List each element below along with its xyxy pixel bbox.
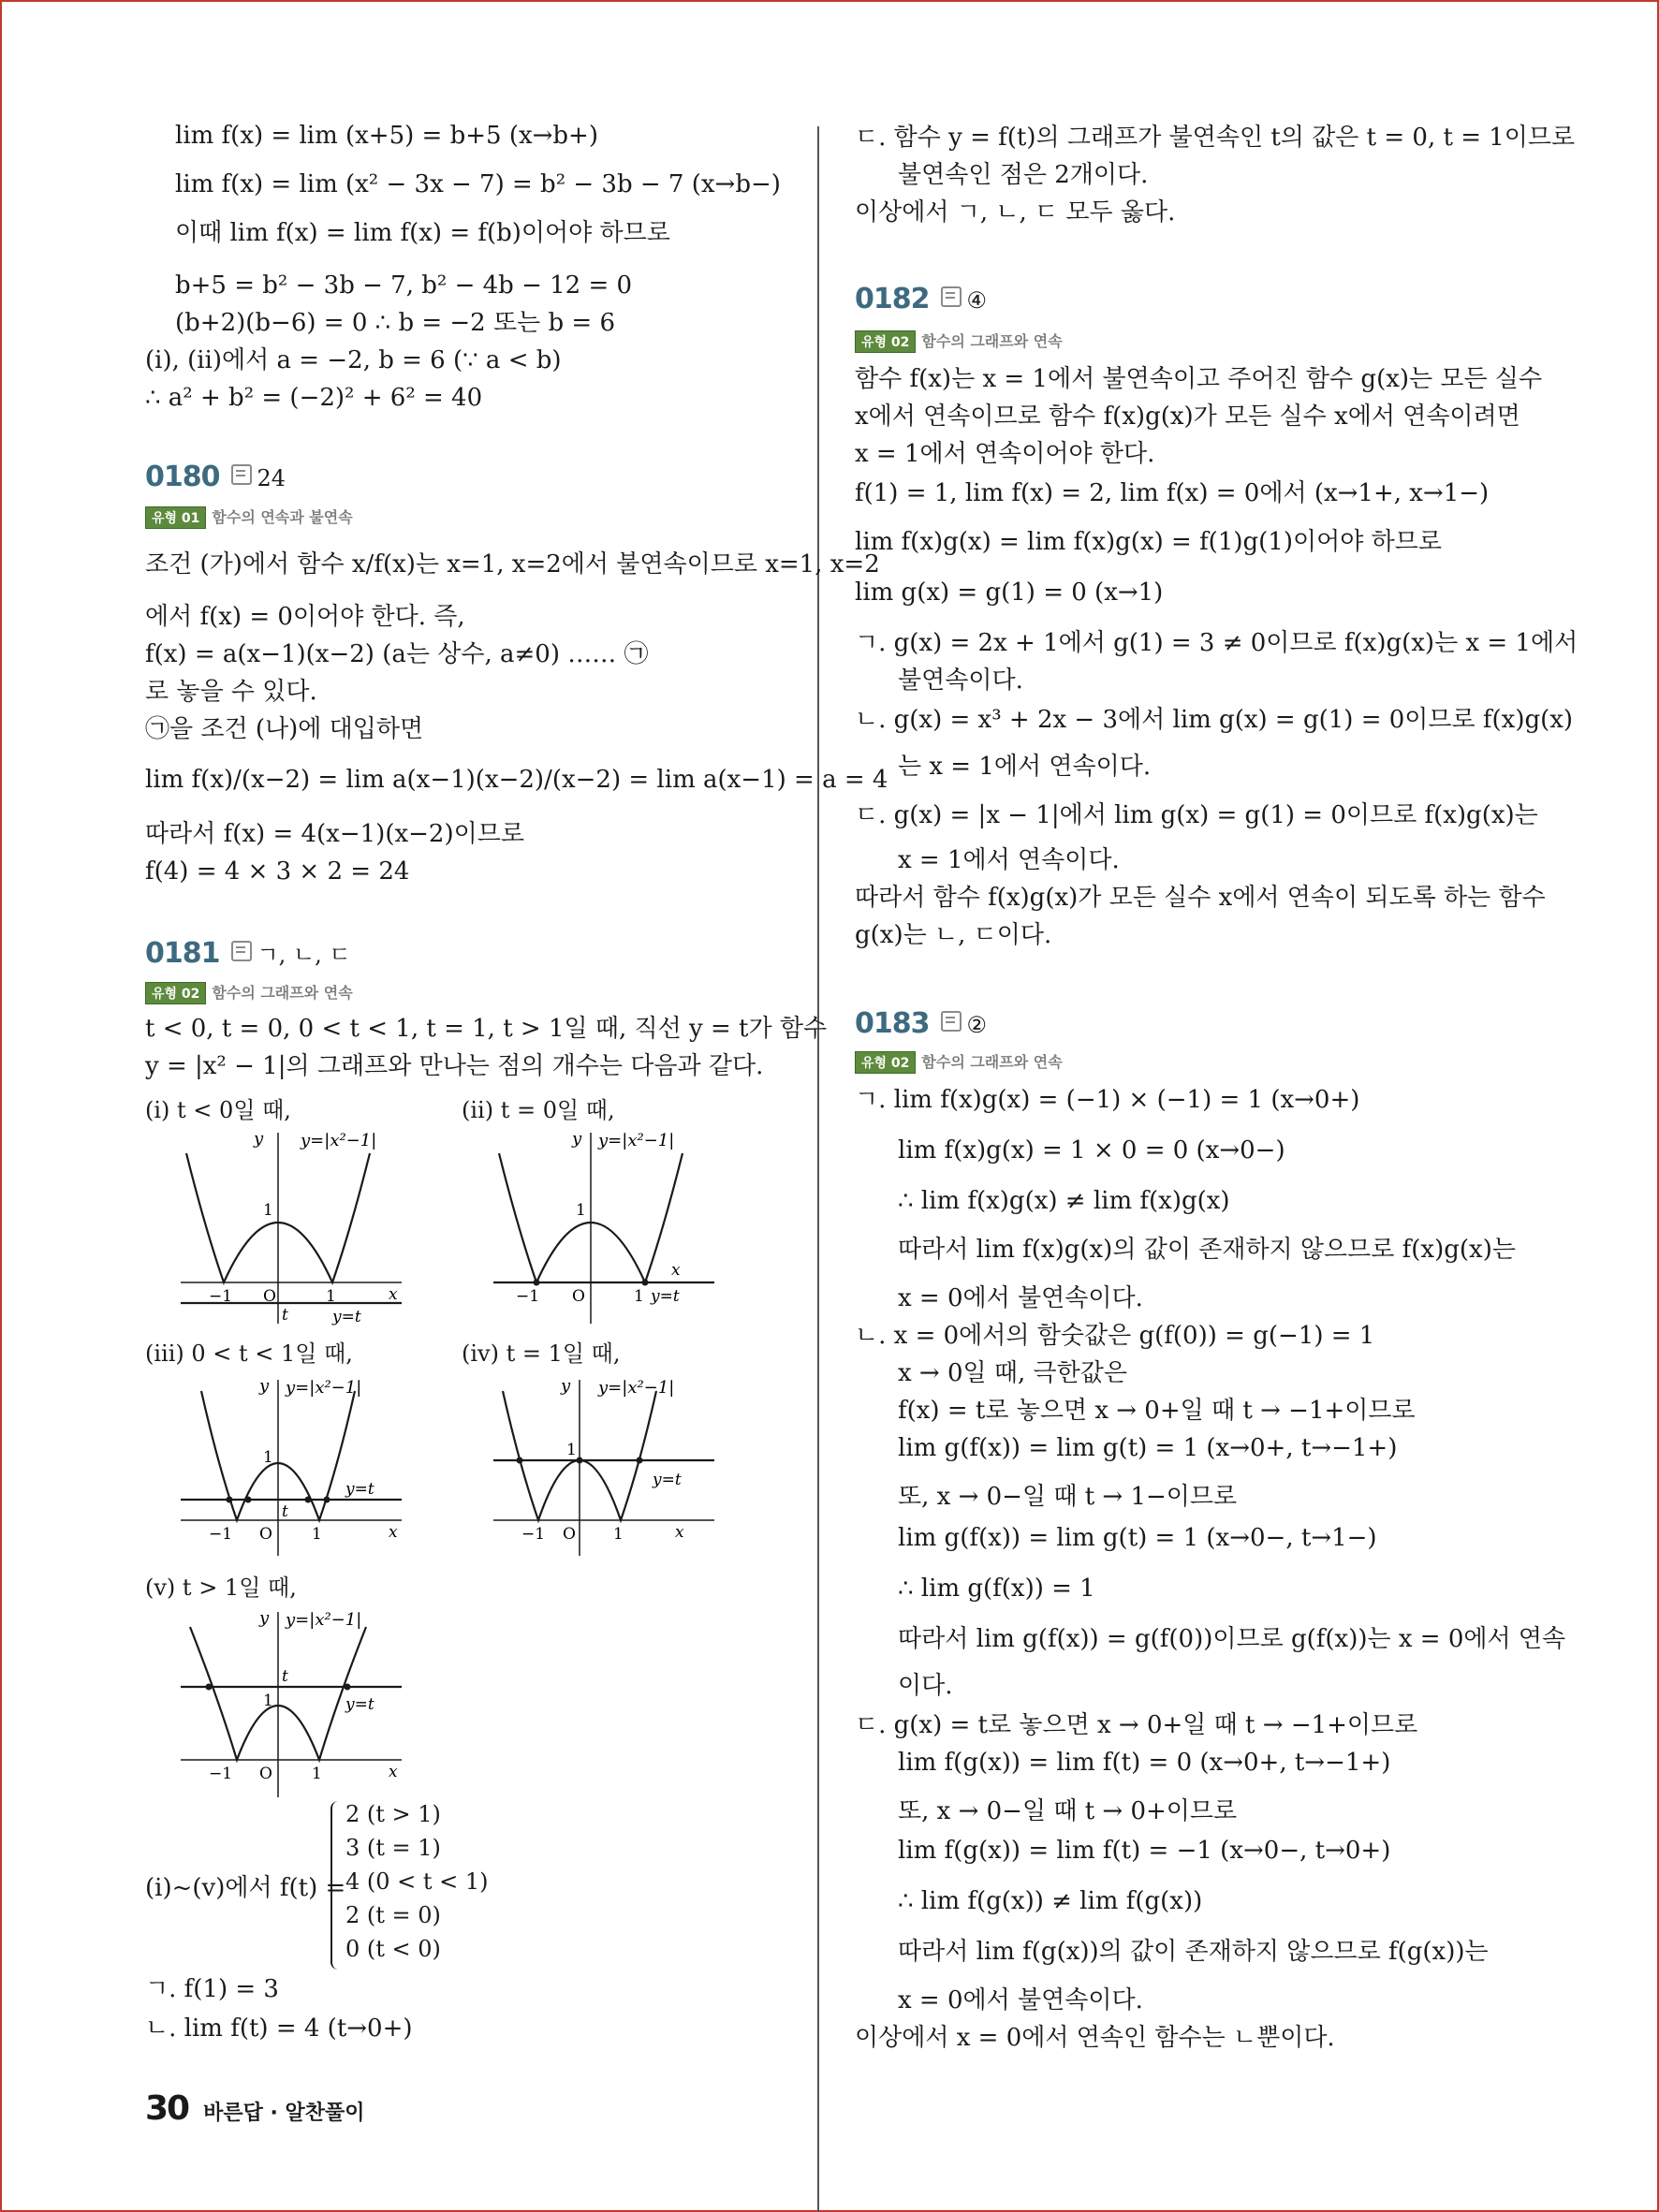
tick-neg1: −1: [209, 1525, 233, 1544]
page-number: 30: [145, 2089, 189, 2128]
answer-value: ㄱ, ㄴ, ㄷ: [257, 942, 351, 968]
tick-neg1: −1: [209, 1287, 233, 1306]
text-line: 따라서 함수 f(x)g(x)가 모든 실수 x에서 연속이 되도록 하는 함수: [855, 884, 1546, 912]
line-label: y=t: [345, 1695, 374, 1714]
problem-header-0183: [855, 1007, 987, 1040]
curve-label: y=|x²−1|: [301, 1131, 377, 1150]
text-line: 함수 f(x)는 x = 1에서 불연속이고 주어진 함수 g(x)는 모든 실수: [855, 365, 1543, 393]
intersection-point: [642, 1280, 649, 1286]
line-label: y=t: [653, 1471, 682, 1489]
intersection-point: [305, 1497, 312, 1503]
text-line: ∴ lim f(x)g(x) ≠ lim f(x)g(x): [898, 1187, 1230, 1215]
text-line: 따라서 f(x) = 4(x−1)(x−2)이므로: [145, 820, 524, 848]
curve-label: y=|x²−1|: [598, 1378, 675, 1398]
text-line: b+5 = b² − 3b − 7, b² − 4b − 12 = 0: [175, 271, 633, 300]
text-line: ㄴ. lim f(t) = 4 (t→0+): [145, 2014, 413, 2043]
intersection-point: [324, 1497, 330, 1503]
text-line: ∴ a² + b² = (−2)² + 6² = 40: [145, 384, 483, 412]
type-title: 함수의 그래프와 연속: [921, 1053, 1063, 1071]
text-line: 조건 (가)에서 함수 x/f(x)는 x=1, x=2에서 불연속이므로 x=1, x=2: [145, 550, 880, 579]
answer-value: ④: [966, 287, 988, 314]
tick-one: 1: [263, 1448, 273, 1467]
text-line: ㄷ. g(x) = |x − 1|에서 lim g(x) = g(1) = 0이므로 f(x)g(x)는: [855, 801, 1538, 829]
text-line: 또, x → 0−일 때 t → 0+이므로: [898, 1797, 1238, 1825]
text-line: ㄱ. g(x) = 2x + 1에서 g(1) = 3 ≠ 0이므로 f(x)g(x)는 x = 1에서: [855, 629, 1578, 657]
text-line: ㄷ. 함수 y = f(t)의 그래프가 불연속인 t의 값은 t = 0, t = 1이므로: [855, 124, 1576, 152]
text-line: ㄷ. g(x) = t로 놓으면 x → 0+일 때 t → −1+이므로: [855, 1711, 1418, 1739]
text-line: y = |x² − 1|의 그래프와 만나는 점의 개수는 다음과 같다.: [145, 1052, 764, 1080]
origin: O: [572, 1287, 585, 1306]
answer-icon: [941, 286, 962, 307]
answer-value: 24: [257, 465, 286, 491]
text-line: f(x) = a(x−1)(x−2) (a는 상수, a≠0) …… ㉠: [145, 640, 649, 668]
intersection-point: [534, 1280, 540, 1286]
intersection-point: [637, 1458, 643, 1464]
text-line: x = 0에서 불연속이다.: [898, 1284, 1143, 1312]
tick-pos1: 1: [634, 1287, 644, 1306]
answer-value: ②: [966, 1012, 988, 1038]
graph-case-2: [493, 1125, 718, 1335]
tick-pos1: 1: [312, 1525, 322, 1544]
line-label: y=t: [651, 1287, 680, 1306]
page-footer: [145, 2089, 365, 2128]
tick-one: 1: [576, 1201, 586, 1220]
curve-label: y=|x²−1|: [286, 1610, 362, 1630]
text-line: lim f(x) = lim (x² − 3x − 7) = b² − 3b − 7 (x→b−): [175, 170, 781, 198]
type-title: 함수의 그래프와 연속: [921, 332, 1063, 350]
intersection-point: [227, 1497, 233, 1503]
text-line: lim g(f(x)) = lim g(t) = 1 (x→0−, t→1−): [898, 1524, 1377, 1552]
type-badge: 유형 02: [145, 982, 206, 1004]
text-line: lim f(x) = lim (x+5) = b+5 (x→b+): [175, 122, 598, 150]
text-line: 불연속이다.: [898, 667, 1023, 695]
tick-one: 1: [263, 1201, 273, 1220]
text-line: lim f(g(x)) = lim f(t) = −1 (x→0−, t→0+): [898, 1837, 1391, 1865]
intersection-point: [245, 1497, 252, 1503]
text-line: 또, x → 0−일 때 t → 1−이므로: [898, 1483, 1238, 1511]
piece-case: 4 (0 < t < 1): [345, 1868, 489, 1895]
x-label: x: [389, 1763, 398, 1781]
type-tag: [145, 505, 353, 529]
x-label: x: [675, 1523, 684, 1542]
text-line: f(1) = 1, lim f(x) = 2, lim f(x) = 0에서 (x→1+, x→1−): [855, 479, 1490, 507]
problem-number: 0180: [145, 461, 220, 493]
y-label: y: [561, 1376, 571, 1396]
brace: [330, 1801, 345, 1970]
tick-neg1: −1: [209, 1765, 233, 1783]
text-line: ㄱ. lim f(x)g(x) = (−1) × (−1) = 1 (x→0+): [855, 1086, 1360, 1114]
text-line: ∴ lim f(g(x)) ≠ lim f(g(x)): [898, 1887, 1203, 1915]
line-label: y=t: [332, 1308, 361, 1326]
type-tag: [145, 981, 353, 1004]
answer-icon: [941, 1011, 962, 1032]
origin: O: [563, 1525, 576, 1544]
text-line: (b+2)(b−6) = 0 ∴ b = −2 또는 b = 6: [175, 309, 615, 337]
tick-neg1: −1: [516, 1287, 540, 1306]
t-label: t: [282, 1306, 288, 1325]
text-line: ∴ lim g(f(x)) = 1: [898, 1575, 1095, 1603]
piece-case: 2 (t > 1): [345, 1801, 441, 1827]
problem-number: 0181: [145, 937, 220, 970]
text-line: x = 1에서 연속이다.: [898, 846, 1120, 874]
tick-pos1: 1: [326, 1287, 336, 1306]
t-label: t: [282, 1502, 288, 1521]
text-line: ㄴ. x = 0에서의 함숫값은 g(f(0)) = g(−1) = 1: [855, 1322, 1375, 1350]
text-line: lim f(x)g(x) = 1 × 0 = 0 (x→0−): [898, 1136, 1285, 1165]
text-line: f(x) = t로 놓으면 x → 0+일 때 t → −1+이므로: [898, 1397, 1416, 1425]
intersection-point: [577, 1458, 583, 1464]
piece-label: (ⅰ)~(ⅴ)에서 f(t) =: [145, 1874, 346, 1902]
text-line: lim f(x)g(x) = lim f(x)g(x) = f(1)g(1)이어야 하므로: [855, 528, 1442, 556]
problem-header-0181: [145, 936, 351, 970]
curve-label: y=|x²−1|: [286, 1378, 362, 1398]
type-tag: [855, 1050, 1063, 1074]
case-label: (ⅴ) t > 1일 때,: [145, 1575, 297, 1601]
text-line: (ⅰ), (ⅱ)에서 a = −2, b = 6 (∵ a < b): [145, 346, 562, 374]
text-line: 따라서 lim g(f(x)) = g(f(0))이므로 g(f(x))는 x = 0에서 연속: [898, 1625, 1566, 1653]
text-line: 이상에서 ㄱ, ㄴ, ㄷ 모두 옳다.: [855, 198, 1176, 227]
text-line: ㄴ. g(x) = x³ + 2x − 3에서 lim g(x) = g(1) = 0이므로 f(x)g(x): [855, 706, 1574, 734]
text-line: t < 0, t = 0, 0 < t < 1, t = 1, t > 1일 때, 직선 y = t가 함수: [145, 1015, 828, 1043]
graph-case-1: [181, 1125, 405, 1335]
type-tag: [855, 330, 1063, 353]
text-line: 에서 f(x) = 0이어야 한다. 즉,: [145, 603, 465, 631]
text-line: 이다.: [898, 1672, 953, 1700]
text-line: 따라서 lim f(g(x))의 값이 존재하지 않으므로 f(g(x))는: [898, 1938, 1489, 1966]
y-label: y: [572, 1129, 582, 1149]
text-line: lim g(f(x)) = lim g(t) = 1 (x→0+, t→−1+): [898, 1434, 1398, 1462]
case-label: (ⅳ) t = 1일 때,: [462, 1340, 621, 1367]
graph-case-5: [181, 1604, 405, 1805]
column-divider: [817, 126, 819, 2212]
type-badge: 유형 02: [855, 1051, 916, 1074]
origin: O: [259, 1525, 272, 1544]
type-title: 함수의 그래프와 연속: [212, 984, 353, 1002]
type-badge: 유형 02: [855, 330, 916, 353]
text-line: x = 0에서 불연속이다.: [898, 1986, 1143, 2014]
curve-label: y=|x²−1|: [598, 1131, 675, 1150]
piece-case: 3 (t = 1): [345, 1835, 441, 1861]
graph-case-4: [493, 1372, 718, 1563]
text-line: 는 x = 1에서 연속이다.: [898, 753, 1152, 781]
case-label: (ⅰ) t < 0일 때,: [145, 1097, 291, 1123]
text-line: lim f(g(x)) = lim f(t) = 0 (x→0+, t→−1+): [898, 1749, 1391, 1777]
x-label: x: [389, 1285, 398, 1304]
tick-pos1: 1: [613, 1525, 624, 1544]
answer-icon: [231, 464, 252, 485]
problem-header-0180: [145, 461, 286, 493]
text-line: 따라서 lim f(x)g(x)의 값이 존재하지 않으므로 f(x)g(x)는: [898, 1236, 1516, 1264]
origin: O: [263, 1287, 276, 1306]
text-line: 불연속인 점은 2개이다.: [898, 161, 1149, 189]
text-line: x에서 연속이므로 함수 f(x)g(x)가 모든 실수 x에서 연속이려면: [855, 403, 1520, 431]
piece-case: 0 (t < 0): [345, 1936, 441, 1962]
t-label: t: [282, 1667, 288, 1686]
intersection-point: [517, 1458, 523, 1464]
intersection-point: [345, 1684, 351, 1691]
text-line: ㉠을 조건 (나)에 대입하면: [145, 715, 424, 743]
case-label: (ⅱ) t = 0일 때,: [462, 1097, 615, 1123]
problem-number: 0183: [855, 1007, 930, 1040]
text-line: f(4) = 4 × 3 × 2 = 24: [145, 857, 410, 886]
case-label: (ⅲ) 0 < t < 1일 때,: [145, 1340, 353, 1367]
line-label: y=t: [345, 1480, 374, 1499]
intersection-point: [206, 1684, 213, 1691]
book-title: 바른답 · 알찬풀이: [203, 2102, 365, 2125]
y-label: y: [259, 1376, 270, 1396]
text-line: x = 1에서 연속이어야 한다.: [855, 440, 1155, 468]
text-line: lim g(x) = g(1) = 0 (x→1): [855, 579, 1164, 607]
x-label: x: [389, 1523, 398, 1542]
tick-one: 1: [263, 1692, 273, 1710]
text-line: g(x)는 ㄴ, ㄷ이다.: [855, 921, 1052, 949]
y-label: y: [254, 1129, 264, 1149]
tick-one: 1: [566, 1441, 577, 1459]
answer-icon: [231, 941, 252, 961]
tick-pos1: 1: [312, 1765, 322, 1783]
type-title: 함수의 연속과 불연속: [212, 508, 353, 526]
problem-header-0182: [855, 283, 987, 315]
text-line: 이상에서 x = 0에서 연속인 함수는 ㄴ뿐이다.: [855, 2024, 1335, 2052]
piece-case: 2 (t = 0): [345, 1902, 441, 1928]
text-line: 로 놓을 수 있다.: [145, 678, 317, 706]
origin: O: [259, 1765, 272, 1783]
type-badge: 유형 01: [145, 506, 206, 529]
tick-neg1: −1: [521, 1525, 546, 1544]
text-line: ㄱ. f(1) = 3: [145, 1975, 279, 2003]
y-label: y: [259, 1608, 270, 1628]
piecewise-function: [145, 1801, 707, 1979]
text-line: lim f(x)/(x−2) = lim a(x−1)(x−2)/(x−2) = lim a(x−1) = a = 4: [145, 766, 888, 794]
graph-case-3: [181, 1372, 405, 1563]
text-line: 이때 lim f(x) = lim f(x) = f(b)이어야 하므로: [175, 219, 670, 247]
problem-number: 0182: [855, 283, 930, 315]
x-label: x: [671, 1261, 681, 1280]
text-line: x → 0일 때, 극한값은: [898, 1359, 1128, 1387]
